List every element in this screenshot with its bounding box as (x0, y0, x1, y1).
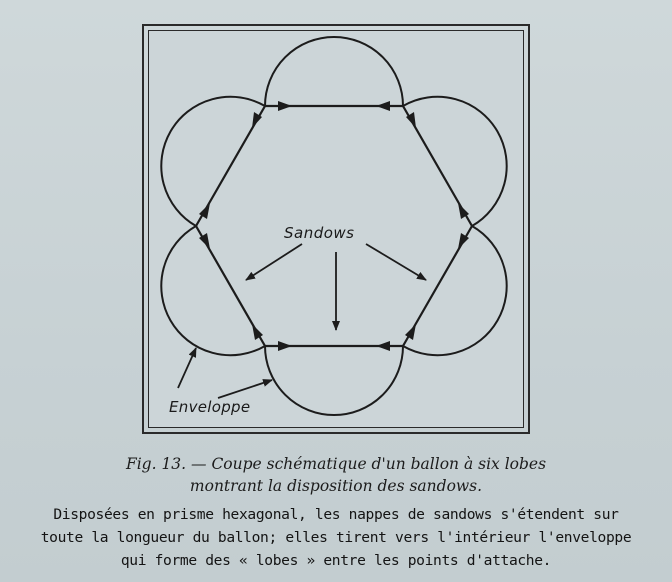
lobe-bottom (265, 346, 403, 415)
lobe-top (265, 37, 403, 106)
sandows-pointers (246, 244, 426, 330)
lobe-lower-right (403, 226, 507, 355)
figure-caption-line-2: montrant la disposition des sandows. (189, 477, 483, 495)
body-text-line-3: qui forme des « lobes » entre les points d'attache. (120, 552, 552, 569)
lobe-upper-left (161, 97, 265, 226)
arrow-top-right (376, 101, 390, 111)
pointer-enveloppe-right (218, 380, 272, 398)
pointer-sandows-left (246, 244, 302, 280)
lobe-upper-right (403, 97, 507, 226)
lobe-lower-left (161, 226, 265, 355)
pointer-sandows-right (366, 244, 426, 280)
body-text-line-2: toute la longueur du ballon; elles tirent vers l'intérieur l'enveloppe (40, 529, 632, 546)
label-sandows: Sandows (284, 224, 355, 242)
arrow-bottom-left (278, 341, 292, 351)
arrow-bottom-right (376, 341, 390, 351)
pointer-enveloppe-left (178, 348, 196, 388)
label-enveloppe: Enveloppe (169, 398, 251, 416)
body-text-line-1: Disposées en prisme hexagonal, les nappes de sandows s'étendent sur (53, 506, 619, 523)
figure-caption-line-1: Fig. 13. — Coupe schématique d'un ballon à six lobes (125, 455, 547, 473)
arrow-top-left (278, 101, 292, 111)
